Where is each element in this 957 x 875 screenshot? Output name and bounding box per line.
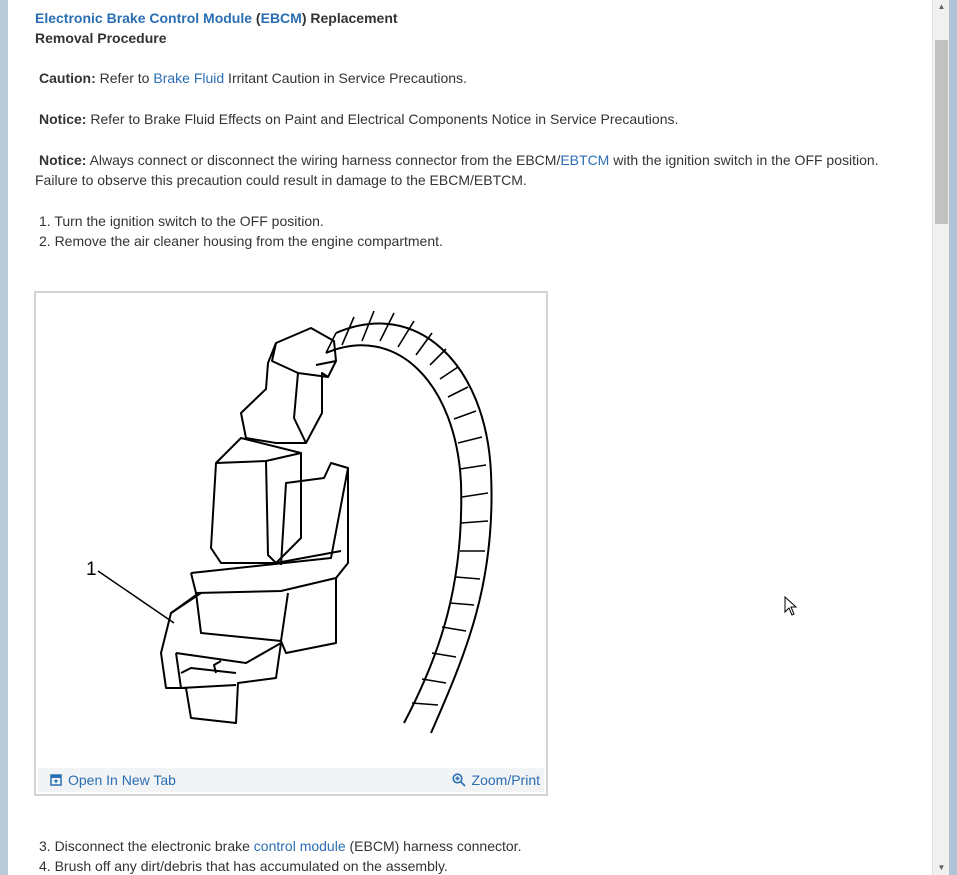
title-text: ( bbox=[252, 10, 261, 26]
caution-label: Caution: bbox=[39, 70, 96, 86]
open-new-tab-icon bbox=[50, 774, 62, 786]
control-module-link[interactable]: control module bbox=[253, 838, 346, 854]
ebtcm-link[interactable]: EBTCM bbox=[560, 152, 610, 168]
title-link-ebcm[interactable]: EBCM bbox=[260, 10, 302, 26]
background-strip bbox=[949, 0, 957, 875]
step-text-rest: (EBCM) harness connector. bbox=[345, 838, 522, 854]
caution-text-rest: Irritant Caution in Service Precautions. bbox=[224, 70, 467, 86]
notice-text-rest: with the ignition switch in the OFF position. bbox=[609, 152, 879, 168]
steps-list-b bbox=[39, 836, 919, 875]
step-item: 1. Turn the ignition switch to the OFF position. bbox=[39, 213, 324, 229]
steps-list-a bbox=[39, 211, 919, 251]
caution-text: Refer to bbox=[95, 70, 154, 86]
zoom-icon bbox=[452, 773, 466, 787]
figure-toolbar bbox=[38, 768, 544, 792]
title-text-rest: ) Replacement bbox=[301, 10, 398, 26]
scrollbar-thumb[interactable] bbox=[935, 40, 948, 224]
open-in-new-tab-label: Open In New Tab bbox=[68, 772, 176, 788]
figure-callout-label: 1 bbox=[86, 559, 97, 580]
step-text: 3. Disconnect the electronic brake bbox=[39, 838, 254, 854]
notice-text: Refer to Brake Fluid Effects on Paint and Electrical Components Notice in Service Precautions. bbox=[86, 111, 679, 127]
figure-connector bbox=[34, 291, 548, 796]
page-title bbox=[35, 8, 915, 28]
notice-text: Always connect or disconnect the wiring harness connector from the EBCM/ bbox=[86, 152, 561, 168]
notice-text-line2: Failure to observe this precaution could result in damage to the EBCM/EBTCM. bbox=[35, 172, 527, 188]
section-heading: Removal Procedure bbox=[35, 30, 167, 46]
open-in-new-tab-button[interactable] bbox=[50, 772, 176, 788]
brake-fluid-link[interactable]: Brake Fluid bbox=[153, 70, 225, 86]
title-link-ebcm-name[interactable]: Electronic Brake Control Module bbox=[35, 10, 253, 26]
scroll-down-icon[interactable]: ▼ bbox=[937, 863, 946, 872]
mouse-pointer-icon bbox=[784, 596, 798, 616]
zoom-print-button[interactable] bbox=[452, 772, 540, 788]
notice-paragraph-2 bbox=[35, 150, 915, 190]
notice-label: Notice: bbox=[39, 152, 87, 168]
scroll-up-icon[interactable]: ▲ bbox=[937, 2, 946, 11]
notice-paragraph-1 bbox=[39, 109, 919, 129]
vertical-scrollbar[interactable] bbox=[932, 0, 950, 875]
step-item bbox=[39, 836, 919, 856]
notice-label: Notice: bbox=[39, 111, 87, 127]
step-item: 2. Remove the air cleaner housing from the engine compartment. bbox=[39, 233, 443, 249]
zoom-print-label: Zoom/Print bbox=[471, 772, 540, 788]
document-panel bbox=[8, 0, 932, 875]
caution-paragraph bbox=[39, 68, 919, 88]
step-item: 4. Brush off any dirt/debris that has accumulated on the assembly. bbox=[39, 858, 448, 874]
connector-illustration bbox=[36, 293, 546, 768]
